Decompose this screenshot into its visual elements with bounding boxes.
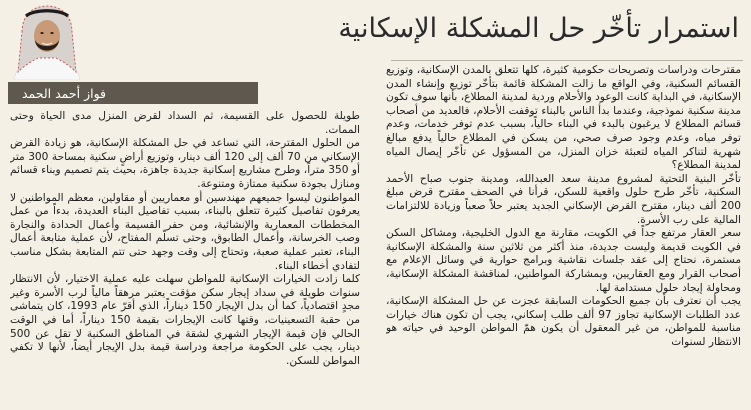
paragraph: المواطنون ليسوا جميعهم مهندسين أو معماريين أو مقاولين، معظم المواطنين لا يعرفون تفاصيل كثيرة تتعلق بالبناء، بسبب تفاصيل البناء العديدة، بدءاً من عمل المخططات المعمارية والإنشائية، ومن حفر القسيمة وأعمال الحدادة والنجارة وصب الخرسانة، وأعمال الطابوق، وحتى تسلّم المفتاح، لأن عملية متابعة أعمال البناء، تعتبر عملية صعبة، وتحتاج إلى وقت وجهد حتى تتم المتابعة بشكل مناسب لتفادي أخطاء البناء. xyxy=(10,191,360,272)
author-bar xyxy=(8,82,258,104)
paragraph: يجب أن نعترف بأن جميع الحكومات السابقة عجزت عن حل المشكلة الإسكانية، عدد الطلبات الإسكانية تجاوز 97 ألف طلب إسكاني، يجب أن تكون هناك خيارات مناسبة للمواطن، من غير المعقول أن يكون همّ المواطن الوحيد في حياته هو الانتظار لسنوات xyxy=(386,295,741,348)
title-divider xyxy=(391,60,743,61)
author-name: فواز أحمد الحمد xyxy=(22,85,107,101)
article-column-left xyxy=(10,110,360,410)
paragraph: مقترحات ودراسات وتصريحات حكومية كثيرة، كلها تتعلق بالمدن الإسكانية، وتوزيع القسائم السكنية، وفي الواقع ما زالت المشكلة قائمة بتأخّر توزيع وإنشاء المدن الإسكانية، في البداية كانت الوعود والأحلام وردية لمدينة المطلاع، بأنها سوف تكون مدينة سكنية نموذجية، وعندما بدأ الناس بالبناء توقفت الأحلام، فالعديد من أصحاب قسائم المطلاع لا يرغبون بالبدء في البناء حالياً، بسبب عدم توفر خدمات، وعدم توفر مياه، وعدم وجود صرف صحي، من يسكن في المطلاع حالياً يدفع مبالغ شهرية لتناكر المياه لتعبئة خزان المنزل، من المسؤول عن تأخّر إيصال المياه لمدينة المطلاع؟ xyxy=(386,64,741,172)
author-portrait-icon xyxy=(10,2,84,80)
paragraph: سعر العقار مرتفع جداً في الكويت، مقارنة مع الدول الخليجية، ومشاكل السكن في الكويت قديمة وليست جديدة، منذ أكثر من ثلاثين سنة والمشكلة الإسكانية مستمرة، نحتاج إلى عقد جلسات نقاشية وبرامج حوارية في وسائل الإعلام مع أصحاب القرار ومع العقاريين، وبمشاركة المواطنين، لمناقشة المشكلة الإسكانية، ومحاولة إيجاد حلول مستدامة لها. xyxy=(386,227,741,294)
paragraph: من الحلول المقترحة، التي تساعد في حل المشكلة الإسكانية، هو زيادة القرض الإسكاني من 70 ألف إلى 120 ألف دينار، وتوزيع أراضٍ سكنية بمساحة 300 متر أو 350 متراً، وطرح مشاريع إسكانية جديدة جاهزة، بحيث يتم تصميم وبناء قسائم ومنازل بجودة سكنية ممتازة ومتنوعة. xyxy=(10,137,360,190)
article-title: استمرار تأخّر حل المشكلة الإسكانية xyxy=(338,13,739,44)
paragraph: طويلة للحصول على القسيمة، ثم السداد لقرض المنزل مدى الحياة وحتى الممات. xyxy=(10,110,360,136)
article-column-right xyxy=(386,64,741,410)
paragraph: كلما زادت الخيارات الإسكانية للمواطن سهلت عليه عملية الاختيار، لأن الانتظار سنوات طويلة في سداد إيجار سكن مؤقت يعتبر مرهقاً مالياً لرب الأسرة وغير مجدٍ اقتصادياً، كما أن بدل الإيجار 150 ديناراً، الذي أقرّ عام 1993، كان يتماشى من حقبة التسعينيات، وقتها كانت الإيجارات بقيمة 150 ديناراً، أما في الوقت الحالي فإن قيمة الإيجار الشهري لشقة في المناطق السكنية لا تقل عن 500 دينار، يجب على الحكومة مراجعة ودراسة قيمة بدل الإيجار أيضاً، لأنها لا تكفي المواطن للسكن. xyxy=(10,273,360,367)
paragraph: تأخّر البنية التحتية لمشروع مدينة سعد العبدالله، ومدينة جنوب صباح الأحمد السكنية، تأخّر طرح حلول واقعية للسكن، قرأنا في الصحف مقترح قرض مبلغ 200 ألف دينار، مقترح القرض الإسكاني الجديد يعتبر حلاً صعباً وزيادة للالتزامات المالية على رب الأسرة. xyxy=(386,172,741,226)
